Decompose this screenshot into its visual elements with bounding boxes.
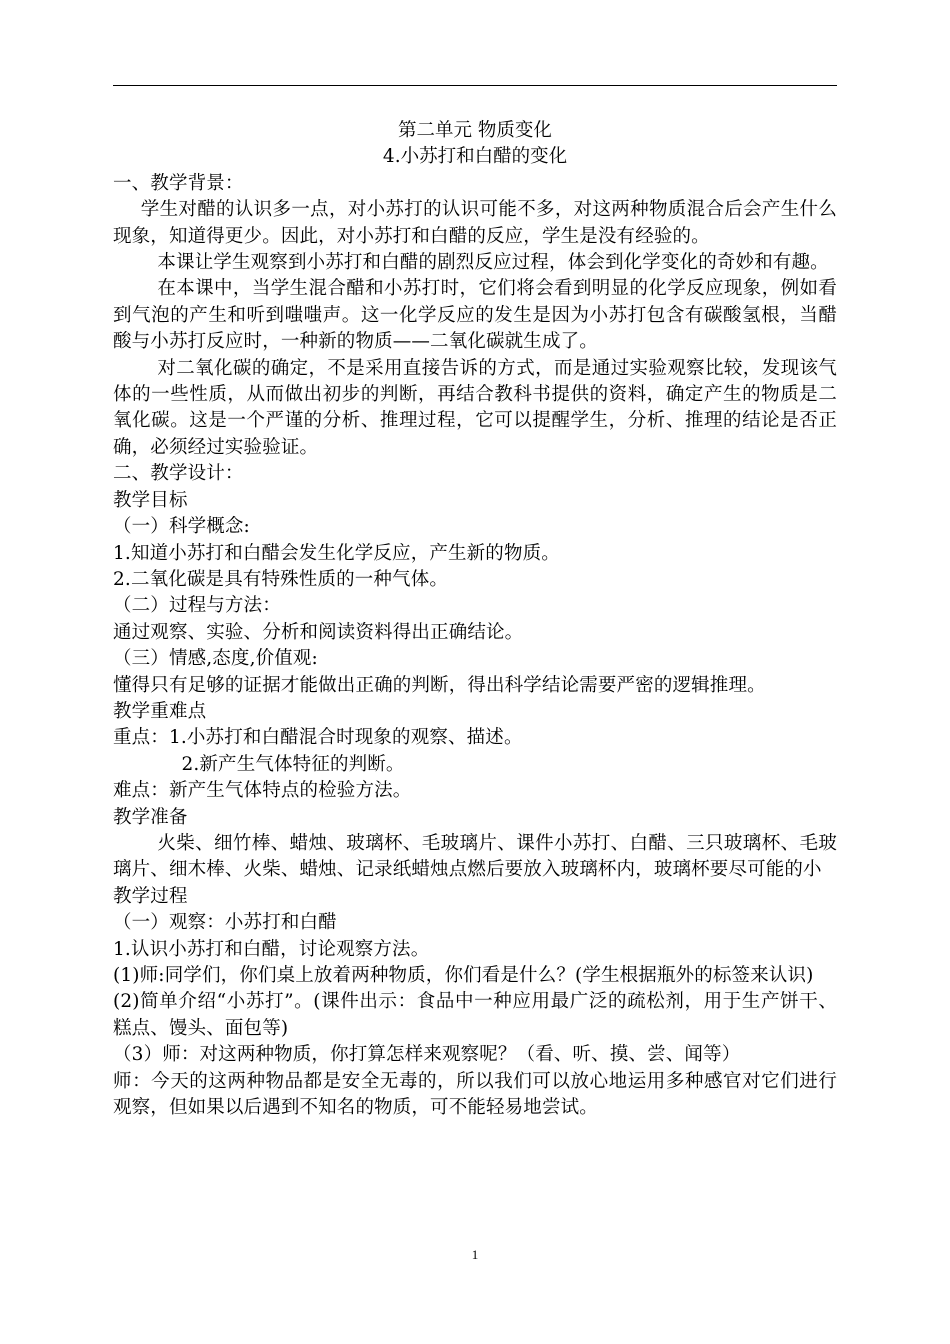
- page-number: 1: [471, 1247, 479, 1262]
- goals-heading: 教学目标: [113, 489, 188, 511]
- concept-heading: （一）科学概念:: [113, 516, 250, 538]
- values-heading: （三）情感,态度,价值观:: [113, 648, 318, 670]
- lesson-title: 4.小苏打和白醋的变化: [382, 146, 568, 168]
- step-1-2: (2)简单介绍“小苏打”。(课件出示：食品中一种应用最广泛的疏松剂，用于生产饼干、糕点、馒头、面包等): [113, 991, 837, 1039]
- background-paragraph-1: 学生对醋的认识多一点，对小苏打的认识可能不多，对这两种物质混合后会产生什么现象，知道得更少。因此，对小苏打和白醋的反应，学生是没有经验的。: [113, 199, 837, 247]
- background-paragraph-3: 在本课中，当学生混合醋和小苏打时，它们将会看到明显的化学反应现象，例如看到气泡的产生和听到嗤嗤声。这一化学反应的发生是因为小苏打包含有碳酸氢根，当醋酸与小苏打反应时，一种新的物质——二氧化碳就生成了。: [113, 278, 837, 353]
- header-rule: [113, 85, 837, 86]
- step-1-3: （3）师：对这两种物质，你打算怎样来观察呢？（看、听、摸、尝、闻等）: [113, 1044, 741, 1066]
- unit-title: 第二单元 物质变化: [398, 120, 552, 141]
- step-1-4: 师：今天的这两种物品都是安全无毒的，所以我们可以放心地运用多种感官对它们进行观察，但如果以后遇到不知名的物质，可不能轻易地尝试。: [113, 1070, 837, 1119]
- process-method-heading: （二）过程与方法：: [113, 595, 281, 617]
- preparation-text: 火柴、细竹棒、蜡烛、玻璃杯、毛玻璃片、课件小苏打、白醋、三只玻璃杯、毛玻璃片、细木棒、火柴、蜡烛、记录纸蜡烛点燃后要放入玻璃杯内，玻璃杯要尽可能的小: [113, 832, 837, 881]
- key-points-heading: 教学重难点: [113, 700, 207, 722]
- concept-item-1: 1.知道小苏打和白醋会发生化学反应，产生新的物质。: [113, 542, 560, 564]
- section-heading-design: 二、教学设计：: [113, 463, 244, 485]
- step-1: 1.认识小苏打和白醋，讨论观察方法。: [113, 938, 430, 960]
- values-text: 懂得只有足够的证据才能做出正确的判断，得出科学结论需要严密的逻辑推理。: [113, 674, 766, 696]
- section-heading-background: 一、教学背景：: [113, 172, 244, 194]
- concept-item-2: 2.二氧化碳是具有特殊性质的一种气体。: [113, 568, 449, 590]
- step-1-1: (1)师:同学们，你们桌上放着两种物质，你们看是什么？(学生根据瓶外的标签来认识): [113, 965, 814, 986]
- difficult-point: 难点：新产生气体特点的检验方法。: [113, 780, 412, 802]
- observe-heading: （一）观察：小苏打和白醋: [113, 912, 337, 934]
- document-body: [113, 118, 837, 1121]
- teaching-process-heading: 教学过程: [113, 885, 188, 907]
- background-paragraph-4: 对二氧化碳的确定，不是采用直接告诉的方式，而是通过实验观察比较，发现该气体的一些性质，从而做出初步的判断，再结合教科书提供的资料，确定产生的物质是二氧化碳。这是一个严谨的分析、推理过程，它可以提醒学生，分析、推理的结论是否正确，必须经过实验验证。: [113, 357, 837, 458]
- key-point-2: 2.新产生气体特征的判断。: [181, 753, 405, 775]
- preparation-heading: 教学准备: [113, 806, 188, 828]
- background-paragraph-2: 本课让学生观察到小苏打和白醋的剧烈反应过程，体会到化学变化的奇妙和有趣。: [157, 252, 829, 274]
- key-point-1: 重点：1.小苏打和白醋混合时现象的观察、描述。: [113, 727, 523, 749]
- process-method-text: 通过观察、实验、分析和阅读资料得出正确结论。: [113, 621, 524, 643]
